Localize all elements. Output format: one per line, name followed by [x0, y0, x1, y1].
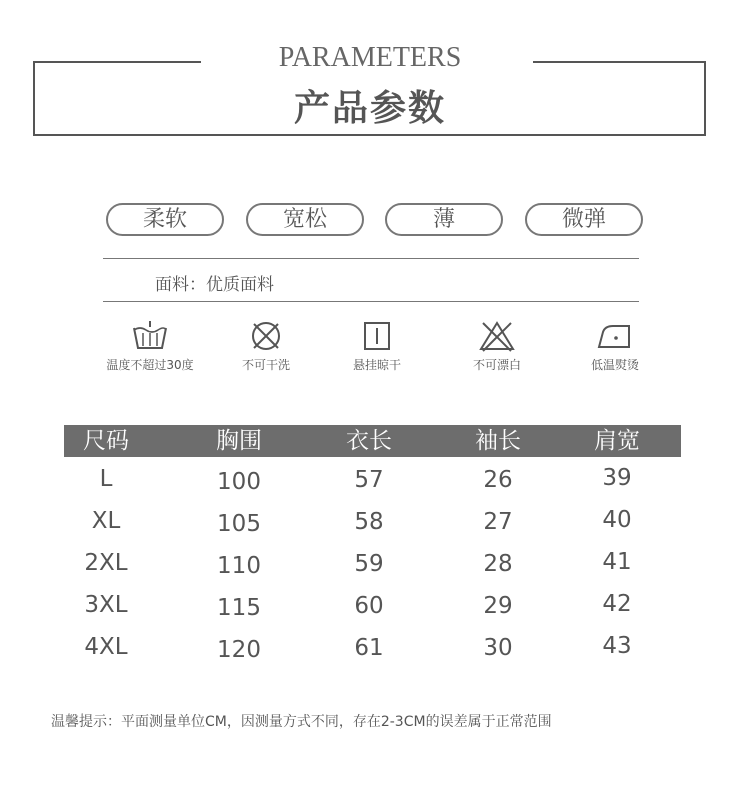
- care-label: 悬挂晾干: [352, 358, 401, 372]
- table-cell-size: 4XL: [84, 634, 128, 660]
- col-header-length: 衣长: [346, 428, 392, 454]
- header-title-cn: 产品参数: [293, 88, 446, 129]
- tag-thin: 薄: [385, 203, 503, 236]
- header-title-en: PARAMETERS: [278, 42, 462, 73]
- table-cell-chest: 100: [217, 469, 261, 495]
- table-cell-length: 61: [354, 635, 384, 661]
- low-iron-icon: [595, 320, 635, 352]
- table-cell-length: 58: [354, 509, 384, 535]
- care-item-hang-dry: [322, 320, 432, 373]
- table-cell-shoulder: 41: [602, 549, 632, 575]
- table-cell-chest: 120: [217, 637, 261, 663]
- col-header-chest: 胸围: [216, 428, 262, 454]
- table-cell-length: 60: [354, 593, 384, 619]
- table-cell-shoulder: 40: [602, 507, 632, 533]
- table-cell-sleeve: 30: [483, 635, 513, 661]
- divider-top: [103, 258, 639, 259]
- fabric-text: 面料：优质面料: [155, 275, 274, 295]
- hang-dry-icon: [357, 320, 397, 352]
- no-bleach-icon: [477, 320, 517, 352]
- tag-soft: 柔软: [106, 203, 224, 236]
- table-cell-size: XL: [91, 508, 121, 534]
- care-label: 低温熨烫: [590, 358, 639, 372]
- table-cell-length: 57: [354, 467, 384, 493]
- table-cell-sleeve: 26: [483, 467, 513, 493]
- table-cell-length: 59: [354, 551, 384, 577]
- table-cell-chest: 105: [217, 511, 261, 537]
- col-header-size: 尺码: [83, 428, 129, 454]
- care-item-no-bleach: [442, 320, 552, 373]
- measurement-note: 温馨提示：平面测量单位CM，因测量方式不同，存在2-3CM的误差属于正常范围: [51, 714, 552, 730]
- divider-bottom: [103, 301, 639, 302]
- table-cell-sleeve: 29: [483, 593, 513, 619]
- col-header-sleeve: 袖长: [475, 428, 521, 454]
- col-header-shoulder: 肩宽: [594, 428, 640, 454]
- care-label: 温度不超过30度: [106, 358, 194, 372]
- table-cell-size: 3XL: [84, 592, 128, 618]
- table-cell-shoulder: 43: [602, 633, 632, 659]
- care-item-wash: [95, 320, 205, 373]
- care-label: 不可干洗: [241, 358, 290, 372]
- table-cell-chest: 115: [217, 595, 261, 621]
- table-cell-sleeve: 27: [483, 509, 513, 535]
- size-table-header: [64, 425, 681, 457]
- table-cell-size: L: [99, 466, 113, 492]
- tag-loose: 宽松: [246, 203, 364, 236]
- care-item-no-dry-clean: [211, 320, 321, 373]
- table-cell-shoulder: 42: [602, 591, 632, 617]
- tag-slight-stretch: 微弹: [525, 203, 643, 236]
- wash-30-icon: [130, 320, 170, 352]
- care-item-low-iron: [560, 320, 670, 373]
- table-cell-sleeve: 28: [483, 551, 513, 577]
- table-cell-shoulder: 39: [602, 465, 632, 491]
- table-cell-size: 2XL: [84, 550, 128, 576]
- no-dry-clean-icon: [246, 320, 286, 352]
- care-label: 不可漂白: [472, 358, 521, 372]
- table-cell-chest: 110: [217, 553, 261, 579]
